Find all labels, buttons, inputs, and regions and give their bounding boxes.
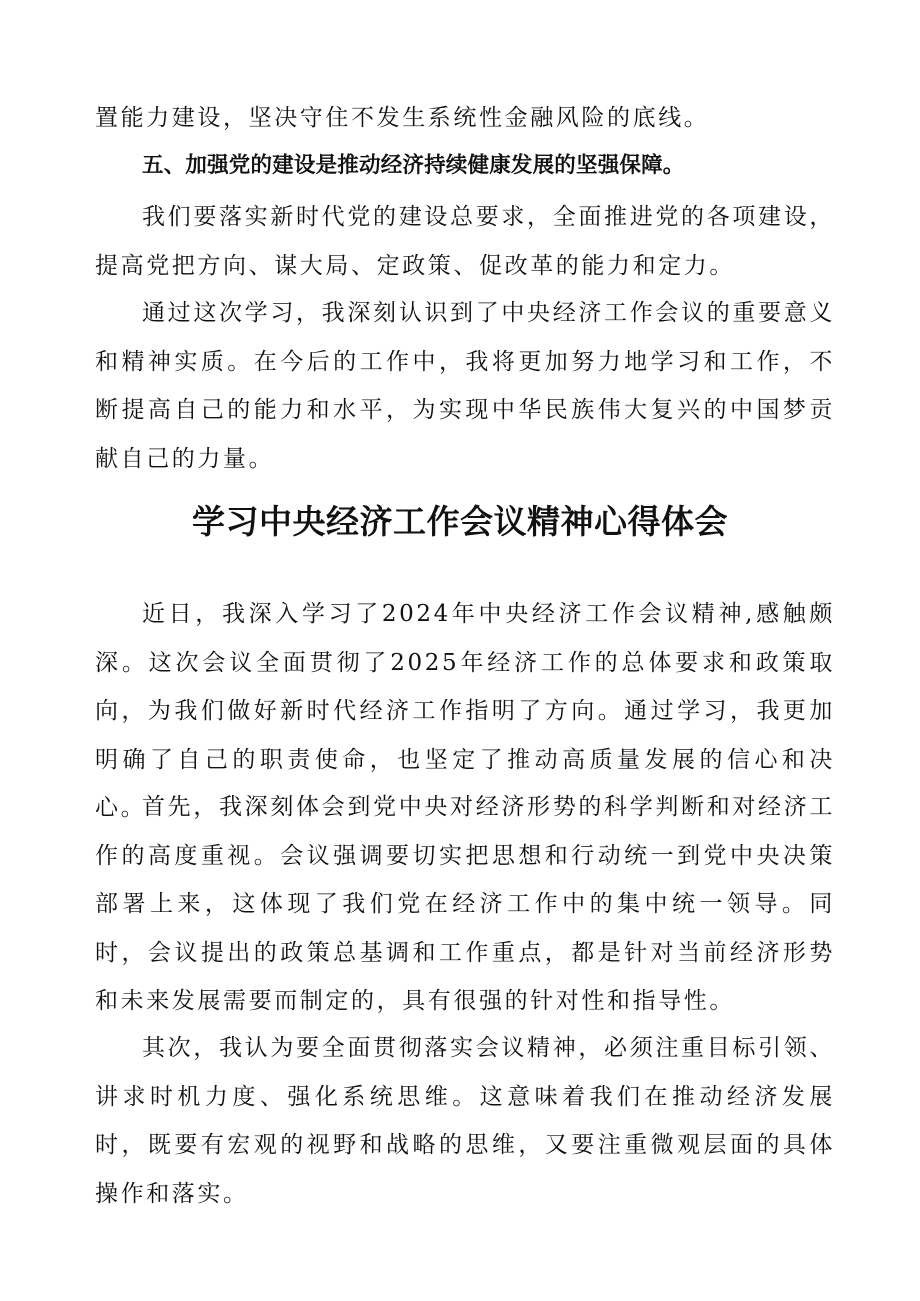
paragraph-continued: 置能力建设，坚决守住不发生系统性金融风险的底线。 <box>95 105 710 131</box>
paragraph-party-building: 我们要落实新时代党的建设总要求，全面推进党的各项建设，提高党把方向、谋大局、定政策、促改革的能力和定力。 <box>95 204 835 279</box>
paragraph-second: 其次，我认为要全面贯彻落实会议精神，必须注重目标引领、讲求时机力度、强化系统思维。这意味着我们在推动经济发展时，既要有宏观的视野和战略的思维，又要注重微观层面的具体操作和落实。 <box>95 1035 835 1207</box>
paragraph-conclusion: 通过这次学习，我深刻认识到了中央经济工作会议的重要意义和精神实质。在今后的工作中，我将更加努力地学习和工作，不断提高自己的能力和水平，为实现中华民族伟大复兴的中国梦贡献自己的力量。 <box>95 300 835 472</box>
section-five-heading: 五、加强党的建设是推动经济持续健康发展的坚强保障。 <box>142 153 685 178</box>
paragraph-first: 首先，我深刻体会到党中央对经济形势的科学判断和对经济工作的高度重视。会议强调要切实把思想和行动统一到党中央决策部署上来，这体现了我们党在经济工作中的集中统一领导。同时，会议提出的政策总基调和工作重点，都是针对当前经济形势和未来发展需要而制定的，具有很强的针对性和指导性。 <box>95 794 835 1014</box>
document-title: 学习中央经济工作会议精神心得体会 <box>192 502 728 541</box>
paragraph-intro: 近日，我深入学习了2024年中央经济工作会议精神,感触颇深。这次会议全面贯彻了2025年经济工作的总体要求和政策取向，为我们做好新时代经济工作指明了方向。通过学习，我更加明确了自己的职责使命，也坚定了推动高质量发展的信心和决心。 <box>95 601 835 821</box>
